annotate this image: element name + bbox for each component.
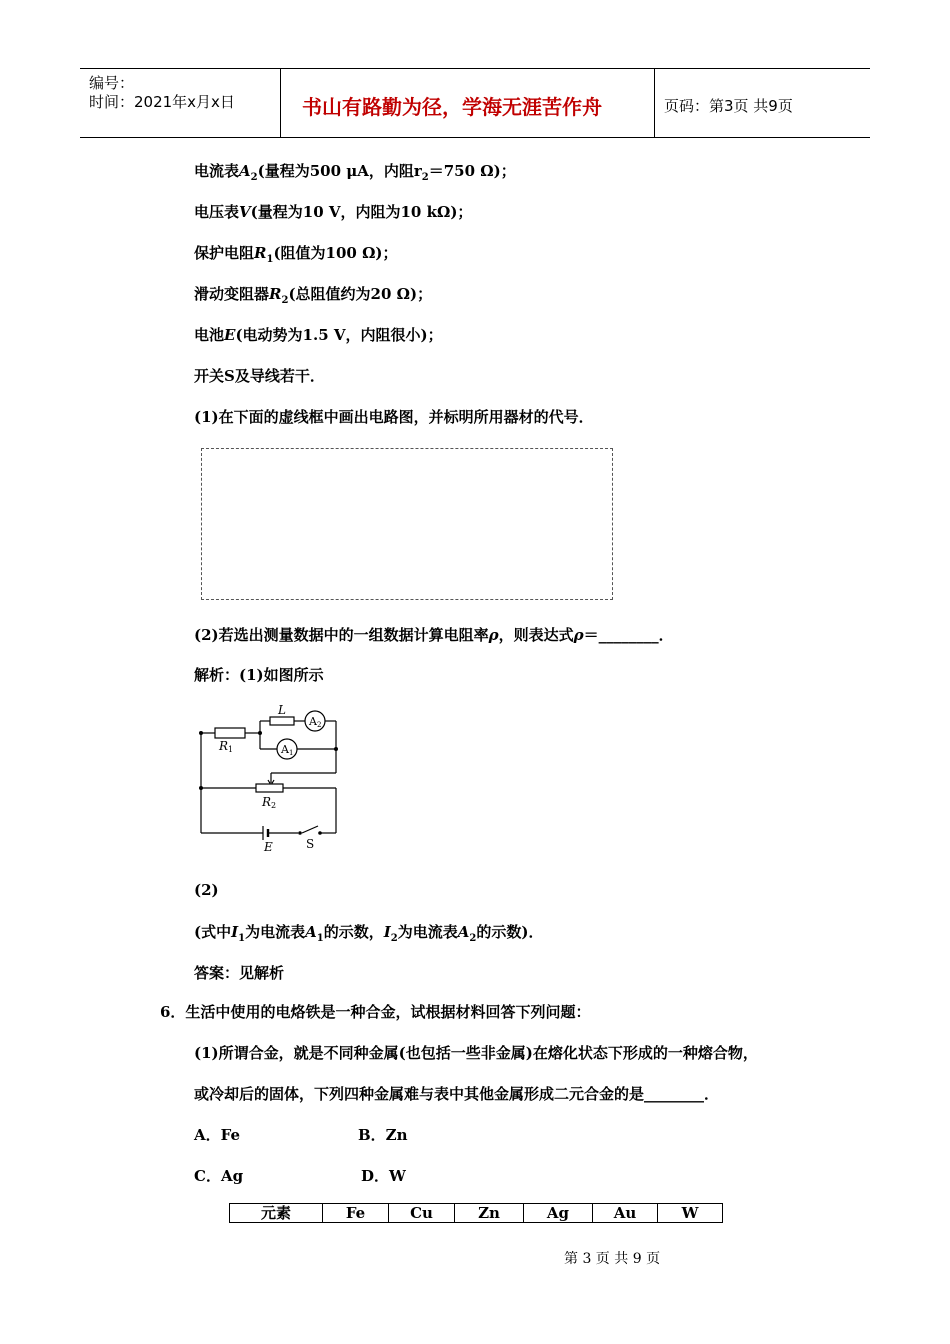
table-cell: Zn [455,1204,524,1223]
question-6-1-b: 或冷却后的固体，下列四种金属难与表中其他金属形成二元合金的是________． [194,1085,720,1103]
label-E: E [264,840,273,854]
table-cell: 元素 [230,1204,323,1223]
page-footer: 第 3 页 共 9 页 [564,1251,661,1267]
table-cell: Cu [389,1204,455,1223]
option-b: B．Zn [358,1126,408,1144]
formula-note: (式中$I_1$为电流表$A_1$的示数，$I_2$为电流表$A_2$的示数)． [194,923,544,944]
question-2: (2)若选出测量数据中的一组数据计算电阻率ρ，则表达式ρ＝________． [194,626,674,644]
option-c: C．Ag [194,1167,244,1185]
equip-v: 电压表V(量程为10 V，内阻为10 kΩ)； [194,203,473,221]
page-header [80,68,870,138]
table-cell: Au [593,1204,658,1223]
label-L: L [278,703,286,717]
equip-a2: 电流表$A_2$(量程为500 μA，内阻$r_2=750$ Ω)； [194,162,516,183]
question-6-1-a: (1)所谓合金，就是不同种金属(也包括一些非金属)在熔化状态下形成的一种熔合物， [194,1044,758,1062]
label-R1: R1 [219,739,234,754]
table-row [230,1204,723,1223]
header-meta [80,69,281,137]
part-2-label: (2) [194,881,219,899]
question-6: 6．生活中使用的电烙铁是一种合金，试根据材料回答下列问题： [160,1003,591,1021]
header-motto-cell [280,69,655,137]
label-A2: A2 [309,715,322,729]
question-1: (1)在下面的虚线框中画出电路图，并标明所用器材的代号． [194,408,594,426]
label-R2: R2 [262,795,277,810]
element-table [229,1203,723,1223]
equip-r2: 滑动变阻器$R_2$(总阻值约为20 Ω)； [194,285,433,306]
answer: 答案：见解析 [194,964,285,982]
equip-e: 电池E(电动势为1.5 V，内阻很小)； [194,326,443,344]
label-S: S [306,837,315,851]
drawing-box [201,448,613,600]
option-a: A．Fe [194,1126,241,1144]
number-label: 编号： [89,74,135,92]
table-cell: Fe [323,1204,389,1223]
analysis-label: 解析：(1)如图所示 [194,666,324,684]
motto: 书山有路勤为径，学海无涯苦作舟 [302,95,602,119]
equip-switch: 开关S及导线若干． [194,367,325,385]
equip-r1: 保护电阻$R_1$(阻值为100 Ω)； [194,244,398,265]
table-cell: Ag [524,1204,593,1223]
table-cell: W [658,1204,723,1223]
label-A1: A1 [281,743,294,757]
circuit-diagram [195,700,355,860]
option-d: D．W [361,1167,406,1185]
page-info: 页码：第3页 共9页 [664,97,793,115]
header-page-cell [655,69,870,137]
time-label: 时间：2021年x月x日 [89,93,235,111]
